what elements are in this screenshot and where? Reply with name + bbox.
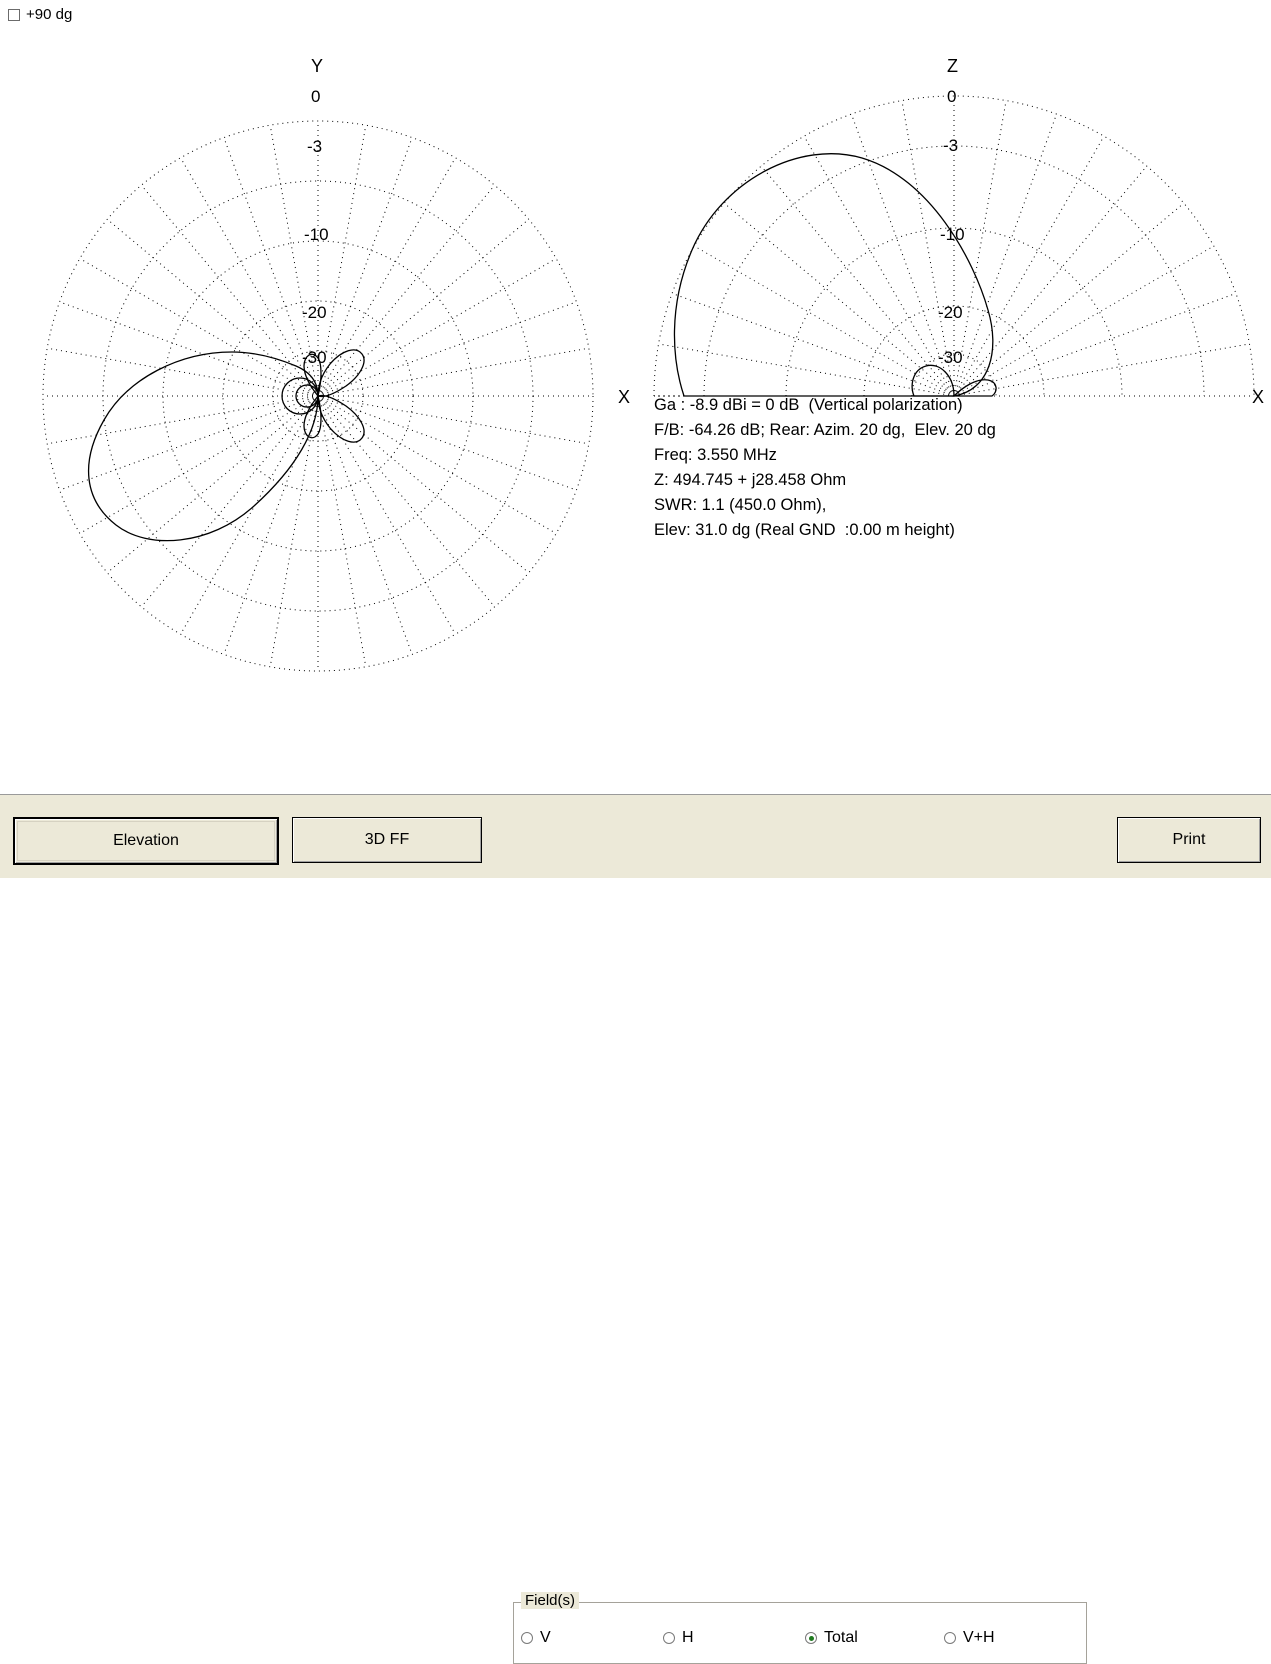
elevation-ring-label-30: -30 xyxy=(938,348,963,367)
readout-elevation: Elev: 31.0 dg (Real GND :0.00 m height) xyxy=(654,521,955,539)
elevation-ring-label-20: -20 xyxy=(938,303,963,322)
elevation-ring-label-3: -3 xyxy=(943,136,959,155)
elevation-axis-label-x: X xyxy=(1252,387,1265,407)
field-radio-h-label: H xyxy=(682,1629,694,1646)
radio-dot[interactable] xyxy=(944,1632,956,1644)
elevation-plot xyxy=(654,56,1264,407)
checkbox-box[interactable] xyxy=(8,9,20,21)
bottom-toolbar xyxy=(0,795,1271,1646)
plus90-checkbox[interactable] xyxy=(8,8,72,22)
print-button-label: Print xyxy=(1172,831,1206,848)
elevation-axis-label-z: Z xyxy=(947,56,958,76)
fields-groupbox-legend: Field(s) xyxy=(521,1592,579,1609)
print-button[interactable] xyxy=(1117,817,1261,863)
3d-ff-button[interactable] xyxy=(292,817,482,863)
readout-fb: F/B: -64.26 dB; Rear: Azim. 20 dg, Elev. 20 dg xyxy=(654,421,996,439)
azimuth-axis-label-y: Y xyxy=(311,56,324,76)
plus90-checkbox-label: +90 dg xyxy=(26,6,73,23)
fields-groupbox xyxy=(513,1602,1087,1664)
azimuth-axis-label-x: X xyxy=(618,387,631,407)
field-radio-total[interactable] xyxy=(805,1629,858,1647)
azimuth-ring-label-30: -30 xyxy=(302,348,327,367)
readout-gain: Ga : -8.9 dBi = 0 dB (Vertical polarization) xyxy=(654,396,963,414)
3d-ff-button-label: 3D FF xyxy=(364,831,410,848)
plot-area xyxy=(0,0,1271,795)
azimuth-ring-label-10: -10 xyxy=(304,225,329,244)
field-radio-vh[interactable] xyxy=(944,1629,995,1647)
field-radio-v[interactable] xyxy=(521,1629,551,1647)
azimuth-ring-label-20: -20 xyxy=(302,303,327,322)
elevation-button-label: Elevation xyxy=(113,832,179,849)
readout-swr: SWR: 1.1 (450.0 Ohm), xyxy=(654,496,827,514)
readout-frequency: Freq: 3.550 MHz xyxy=(654,446,777,464)
azimuth-plot xyxy=(43,56,630,671)
elevation-ring-label-0: 0 xyxy=(947,87,957,106)
elevation-button[interactable] xyxy=(13,817,279,865)
field-radio-total-label: Total xyxy=(824,1629,858,1646)
radio-dot[interactable] xyxy=(663,1632,675,1644)
radio-dot[interactable] xyxy=(805,1632,817,1644)
readout-impedance: Z: 494.745 + j28.458 Ohm xyxy=(654,471,847,489)
results-readout xyxy=(654,393,1174,543)
radio-dot[interactable] xyxy=(521,1632,533,1644)
azimuth-ring-label-0: 0 xyxy=(311,87,321,106)
field-radio-h[interactable] xyxy=(663,1629,694,1647)
field-radio-v-label: V xyxy=(540,1629,551,1646)
elevation-ring-label-10: -10 xyxy=(940,225,965,244)
azimuth-ring-label-3: -3 xyxy=(307,137,323,156)
field-radio-vh-label: V+H xyxy=(963,1629,995,1646)
